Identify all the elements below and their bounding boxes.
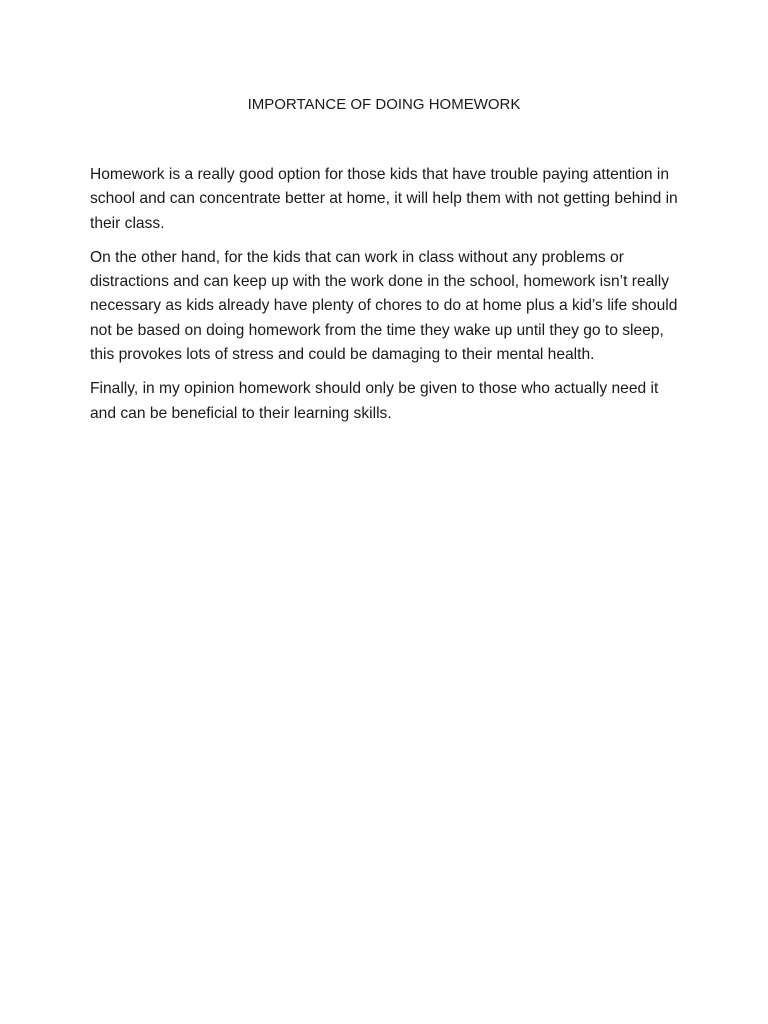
paragraph-2: On the other hand, for the kids that can work in class without any problems or distractions and can keep up with the work done in the school, homework isn’t really necessary as kids already have plenty of chores to do at home plus a kid’s life should not be based on doing homework from the time they wake up until they go to sleep, this provokes lots of stress and could be damaging to their mental health. <box>90 248 678 364</box>
paragraph-3: Finally, in my opinion homework should only be given to those who actually need it and can be beneficial to their learning skills. <box>90 380 659 422</box>
document-title: IMPORTANCE OF DOING HOMEWORK <box>247 96 521 113</box>
paragraph-1: Homework is a really good option for those kids that have trouble paying attention in school and can concentrate better at home, it will help them with not getting behind in their class. <box>90 166 678 232</box>
document-body <box>90 163 685 436</box>
